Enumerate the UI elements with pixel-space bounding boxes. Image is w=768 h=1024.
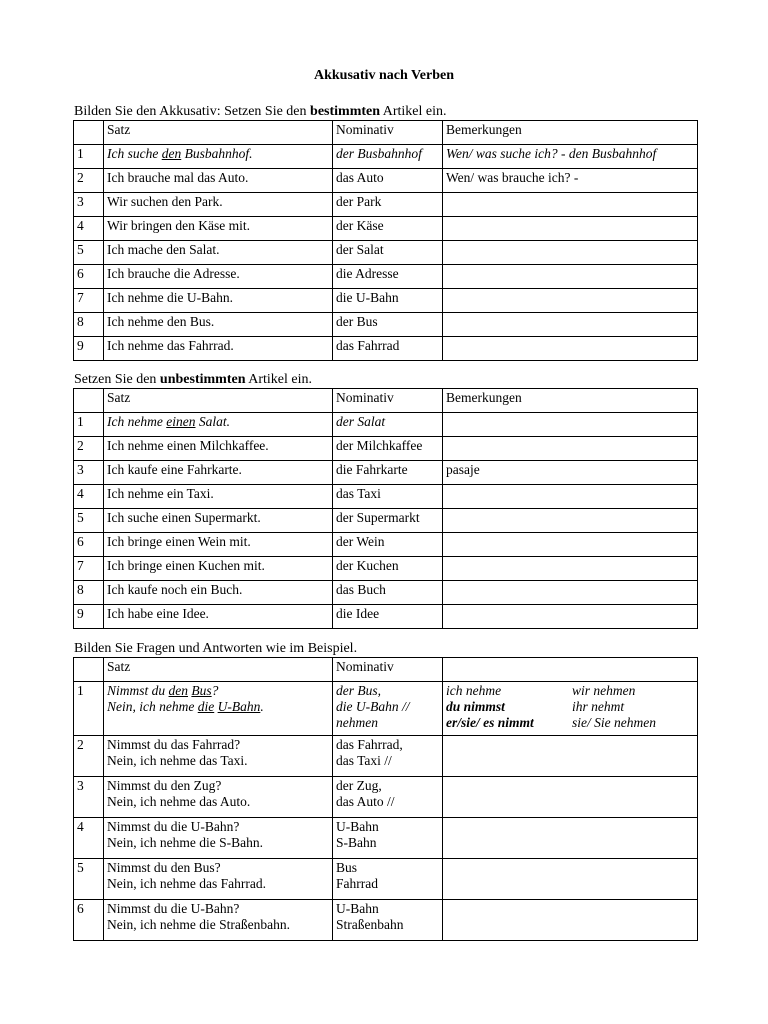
header-cell: Bemerkungen — [443, 121, 698, 145]
nominativ-line: Fahrrad — [336, 876, 378, 891]
satz-cell: Ich brauche mal das Auto. — [104, 169, 333, 193]
answer-line — [107, 699, 329, 715]
nominativ-cell: der Park — [333, 193, 443, 217]
header-cell: Satz — [104, 121, 333, 145]
table-row — [74, 581, 698, 605]
answer-line: Nein, ich nehme das Fahrrad. — [107, 876, 266, 891]
satz-cell: Ich mache den Salat. — [104, 241, 333, 265]
satz-cell — [104, 736, 333, 777]
table-row-example — [74, 145, 698, 169]
header-cell: Nominativ — [333, 121, 443, 145]
instruction-bold: unbestimmten — [159, 372, 246, 387]
table-row — [74, 337, 698, 361]
table-row — [74, 859, 698, 900]
table-header-row — [74, 389, 698, 413]
table-row — [74, 533, 698, 557]
conjugation-line — [446, 715, 694, 731]
nominativ-line: U-Bahn — [336, 901, 379, 916]
nominativ-line: das Fahrrad, — [336, 737, 403, 752]
nominativ-cell: der Salat — [333, 241, 443, 265]
nominativ-cell — [333, 736, 443, 777]
section2-instruction — [74, 372, 312, 388]
header-cell: Bemerkungen — [443, 389, 698, 413]
bemerkung-cell — [443, 900, 698, 941]
table-row — [74, 313, 698, 337]
nominativ-line: das Taxi // — [336, 753, 392, 768]
nominativ-cell: das Buch — [333, 581, 443, 605]
header-cell — [74, 121, 104, 145]
row-number: 6 — [74, 533, 104, 557]
bemerkung-cell — [443, 736, 698, 777]
nominativ-cell: der Busbahnhof — [333, 145, 443, 169]
satz-cell: Ich kaufe noch ein Buch. — [104, 581, 333, 605]
row-number: 9 — [74, 605, 104, 629]
question-line: Nimmst du den Zug? — [107, 778, 222, 793]
satz-cell: Ich kaufe eine Fahrkarte. — [104, 461, 333, 485]
header-cell: Satz — [104, 389, 333, 413]
bemerkung-cell — [443, 818, 698, 859]
row-number: 3 — [74, 461, 104, 485]
header-cell — [74, 389, 104, 413]
row-number: 3 — [74, 193, 104, 217]
table-row — [74, 485, 698, 509]
conjugation-line — [446, 699, 694, 715]
nominativ-cell — [333, 900, 443, 941]
row-number: 7 — [74, 289, 104, 313]
row-number: 9 — [74, 337, 104, 361]
answer-text: . — [260, 699, 264, 714]
table-row — [74, 605, 698, 629]
satz-text: Ich nehme — [107, 414, 167, 429]
bemerkung-cell — [443, 265, 698, 289]
satz-cell: Wir bringen den Käse mit. — [104, 217, 333, 241]
header-cell: Nominativ — [333, 389, 443, 413]
table-row-example — [74, 682, 698, 736]
bemerkung-cell — [443, 337, 698, 361]
row-number: 2 — [74, 169, 104, 193]
nominativ-cell: der Käse — [333, 217, 443, 241]
bemerkung-cell — [443, 413, 698, 437]
bemerkung-cell — [443, 289, 698, 313]
header-cell — [443, 658, 698, 682]
nominativ-cell: die U-Bahn — [333, 289, 443, 313]
satz-cell: Ich brauche die Adresse. — [104, 265, 333, 289]
satz-text: Ich suche — [107, 146, 162, 161]
table-row — [74, 557, 698, 581]
table-row — [74, 818, 698, 859]
satz-cell: Ich habe eine Idee. — [104, 605, 333, 629]
satz-cell — [104, 818, 333, 859]
nominativ-cell — [333, 682, 443, 736]
bemerkung-cell: Wen/ was suche ich? - den Busbahnhof — [443, 145, 698, 169]
question-line: Nimmst du den Bus? — [107, 860, 221, 875]
answer-noun: U-Bahn — [217, 699, 261, 714]
satz-text: Busbahnhof. — [181, 146, 253, 161]
conjugation-cell — [443, 682, 698, 736]
table-row — [74, 265, 698, 289]
table-row — [74, 437, 698, 461]
table-header-row — [74, 658, 698, 682]
conjugation-line — [446, 683, 694, 699]
satz-cell: Ich nehme einen Milchkaffee. — [104, 437, 333, 461]
section3-instruction: Bilden Sie Fragen und Antworten wie im Beispiel. — [74, 641, 358, 656]
table-row — [74, 461, 698, 485]
row-number: 8 — [74, 313, 104, 337]
table-row — [74, 900, 698, 941]
question-text: Nimmst du — [107, 683, 169, 698]
bemerkung-cell — [443, 533, 698, 557]
row-number: 5 — [74, 241, 104, 265]
conjugation-plural: sie/ Sie nehmen — [572, 715, 656, 730]
instruction-text: Artikel ein. — [380, 104, 447, 119]
bemerkung-cell: pasaje — [443, 461, 698, 485]
bemerkung-cell — [443, 557, 698, 581]
row-number: 5 — [74, 859, 104, 900]
conjugation-singular: er/sie/ es nimmt — [446, 715, 534, 730]
row-number: 1 — [74, 413, 104, 437]
row-number: 2 — [74, 437, 104, 461]
header-cell: Satz — [104, 658, 333, 682]
nominativ-cell: der Milchkaffee — [333, 437, 443, 461]
table-row-example — [74, 413, 698, 437]
instruction-bold: bestimmten — [310, 104, 381, 119]
conjugation-singular: ich nehme — [446, 683, 502, 698]
nominativ-cell: das Auto — [333, 169, 443, 193]
nominativ-cell: der Supermarkt — [333, 509, 443, 533]
nominativ-cell: die Idee — [333, 605, 443, 629]
row-number: 7 — [74, 557, 104, 581]
table-row — [74, 289, 698, 313]
row-number: 4 — [74, 485, 104, 509]
nominativ-line: die U-Bahn // — [336, 699, 410, 714]
satz-text: Salat. — [195, 414, 230, 429]
row-number: 2 — [74, 736, 104, 777]
row-number: 6 — [74, 265, 104, 289]
row-number: 4 — [74, 818, 104, 859]
answer-line: Nein, ich nehme das Taxi. — [107, 753, 248, 768]
table-body — [74, 437, 698, 629]
satz-cell — [104, 900, 333, 941]
question-line — [107, 683, 329, 699]
table-body — [74, 169, 698, 361]
bemerkung-cell — [443, 485, 698, 509]
nominativ-line: der Zug, — [336, 778, 382, 793]
bemerkung-cell — [443, 859, 698, 900]
row-number: 1 — [74, 682, 104, 736]
question-line: Nimmst du die U-Bahn? — [107, 819, 240, 834]
satz-cell: Wir suchen den Park. — [104, 193, 333, 217]
nominativ-line: der Bus, — [336, 683, 381, 698]
row-number: 6 — [74, 900, 104, 941]
table-row — [74, 241, 698, 265]
table-row — [74, 509, 698, 533]
instruction-text: Artikel ein. — [245, 372, 312, 387]
nominativ-cell: das Taxi — [333, 485, 443, 509]
question-line: Nimmst du das Fahrrad? — [107, 737, 241, 752]
nominativ-cell: die Adresse — [333, 265, 443, 289]
conjugation-singular: du nimmst — [446, 699, 505, 714]
satz-cell — [104, 859, 333, 900]
satz-article: einen — [166, 414, 196, 429]
satz-cell: Ich nehme die U-Bahn. — [104, 289, 333, 313]
nominativ-line: S-Bahn — [336, 835, 377, 850]
nominativ-cell: der Salat — [333, 413, 443, 437]
bemerkung-cell — [443, 777, 698, 818]
section1-instruction — [74, 104, 447, 120]
satz-cell — [104, 413, 333, 437]
bemerkung-cell — [443, 193, 698, 217]
table-header-row — [74, 121, 698, 145]
nominativ-cell — [333, 818, 443, 859]
table-fragen-antworten — [73, 657, 698, 941]
question-line: Nimmst du die U-Bahn? — [107, 901, 240, 916]
nominativ-cell — [333, 777, 443, 818]
nominativ-line: nehmen — [336, 715, 378, 730]
satz-cell — [104, 682, 333, 736]
nominativ-line: Bus — [336, 860, 358, 875]
answer-text: Nein, ich nehme — [107, 699, 198, 714]
satz-article: den — [161, 146, 182, 161]
instruction-text: Setzen Sie den — [74, 372, 160, 387]
table-body — [74, 736, 698, 941]
question-noun: Bus — [191, 683, 212, 698]
nominativ-cell: die Fahrkarte — [333, 461, 443, 485]
nominativ-line: das Auto // — [336, 794, 395, 809]
satz-cell: Ich nehme den Bus. — [104, 313, 333, 337]
nominativ-line: U-Bahn — [336, 819, 379, 834]
page-title: Akkusativ nach Verben — [313, 68, 455, 83]
answer-line: Nein, ich nehme die S-Bahn. — [107, 835, 263, 850]
answer-line: Nein, ich nehme die Straßenbahn. — [107, 917, 290, 932]
table-row — [74, 777, 698, 818]
bemerkung-cell — [443, 437, 698, 461]
table-unbestimmter-artikel — [73, 388, 698, 629]
nominativ-line: Straßenbahn — [336, 917, 404, 932]
satz-cell: Ich bringe einen Kuchen mit. — [104, 557, 333, 581]
bemerkung-cell: Wen/ was brauche ich? - — [443, 169, 698, 193]
nominativ-cell: der Kuchen — [333, 557, 443, 581]
row-number: 3 — [74, 777, 104, 818]
satz-cell — [104, 145, 333, 169]
bemerkung-cell — [443, 605, 698, 629]
bemerkung-cell — [443, 509, 698, 533]
conjugation-plural: ihr nehmt — [572, 699, 625, 714]
satz-cell: Ich nehme ein Taxi. — [104, 485, 333, 509]
answer-article: die — [197, 699, 215, 714]
bemerkung-cell — [443, 581, 698, 605]
row-number: 1 — [74, 145, 104, 169]
nominativ-cell: das Fahrrad — [333, 337, 443, 361]
bemerkung-cell — [443, 313, 698, 337]
row-number: 5 — [74, 509, 104, 533]
nominativ-cell: der Wein — [333, 533, 443, 557]
satz-cell: Ich bringe einen Wein mit. — [104, 533, 333, 557]
nominativ-cell: der Bus — [333, 313, 443, 337]
row-number: 8 — [74, 581, 104, 605]
answer-line: Nein, ich nehme das Auto. — [107, 794, 251, 809]
header-cell: Nominativ — [333, 658, 443, 682]
table-row — [74, 736, 698, 777]
bemerkung-cell — [443, 241, 698, 265]
bemerkung-cell — [443, 217, 698, 241]
satz-cell: Ich suche einen Supermarkt. — [104, 509, 333, 533]
question-article: den — [168, 683, 189, 698]
table-bestimmter-artikel — [73, 120, 698, 361]
instruction-text: Bilden Sie den Akkusativ: Setzen Sie den — [74, 104, 311, 119]
table-row — [74, 193, 698, 217]
table-row — [74, 217, 698, 241]
conjugation-plural: wir nehmen — [572, 683, 636, 698]
table-row — [74, 169, 698, 193]
satz-cell: Ich nehme das Fahrrad. — [104, 337, 333, 361]
row-number: 4 — [74, 217, 104, 241]
nominativ-cell — [333, 859, 443, 900]
header-cell — [74, 658, 104, 682]
satz-cell — [104, 777, 333, 818]
question-text: ? — [211, 683, 219, 698]
